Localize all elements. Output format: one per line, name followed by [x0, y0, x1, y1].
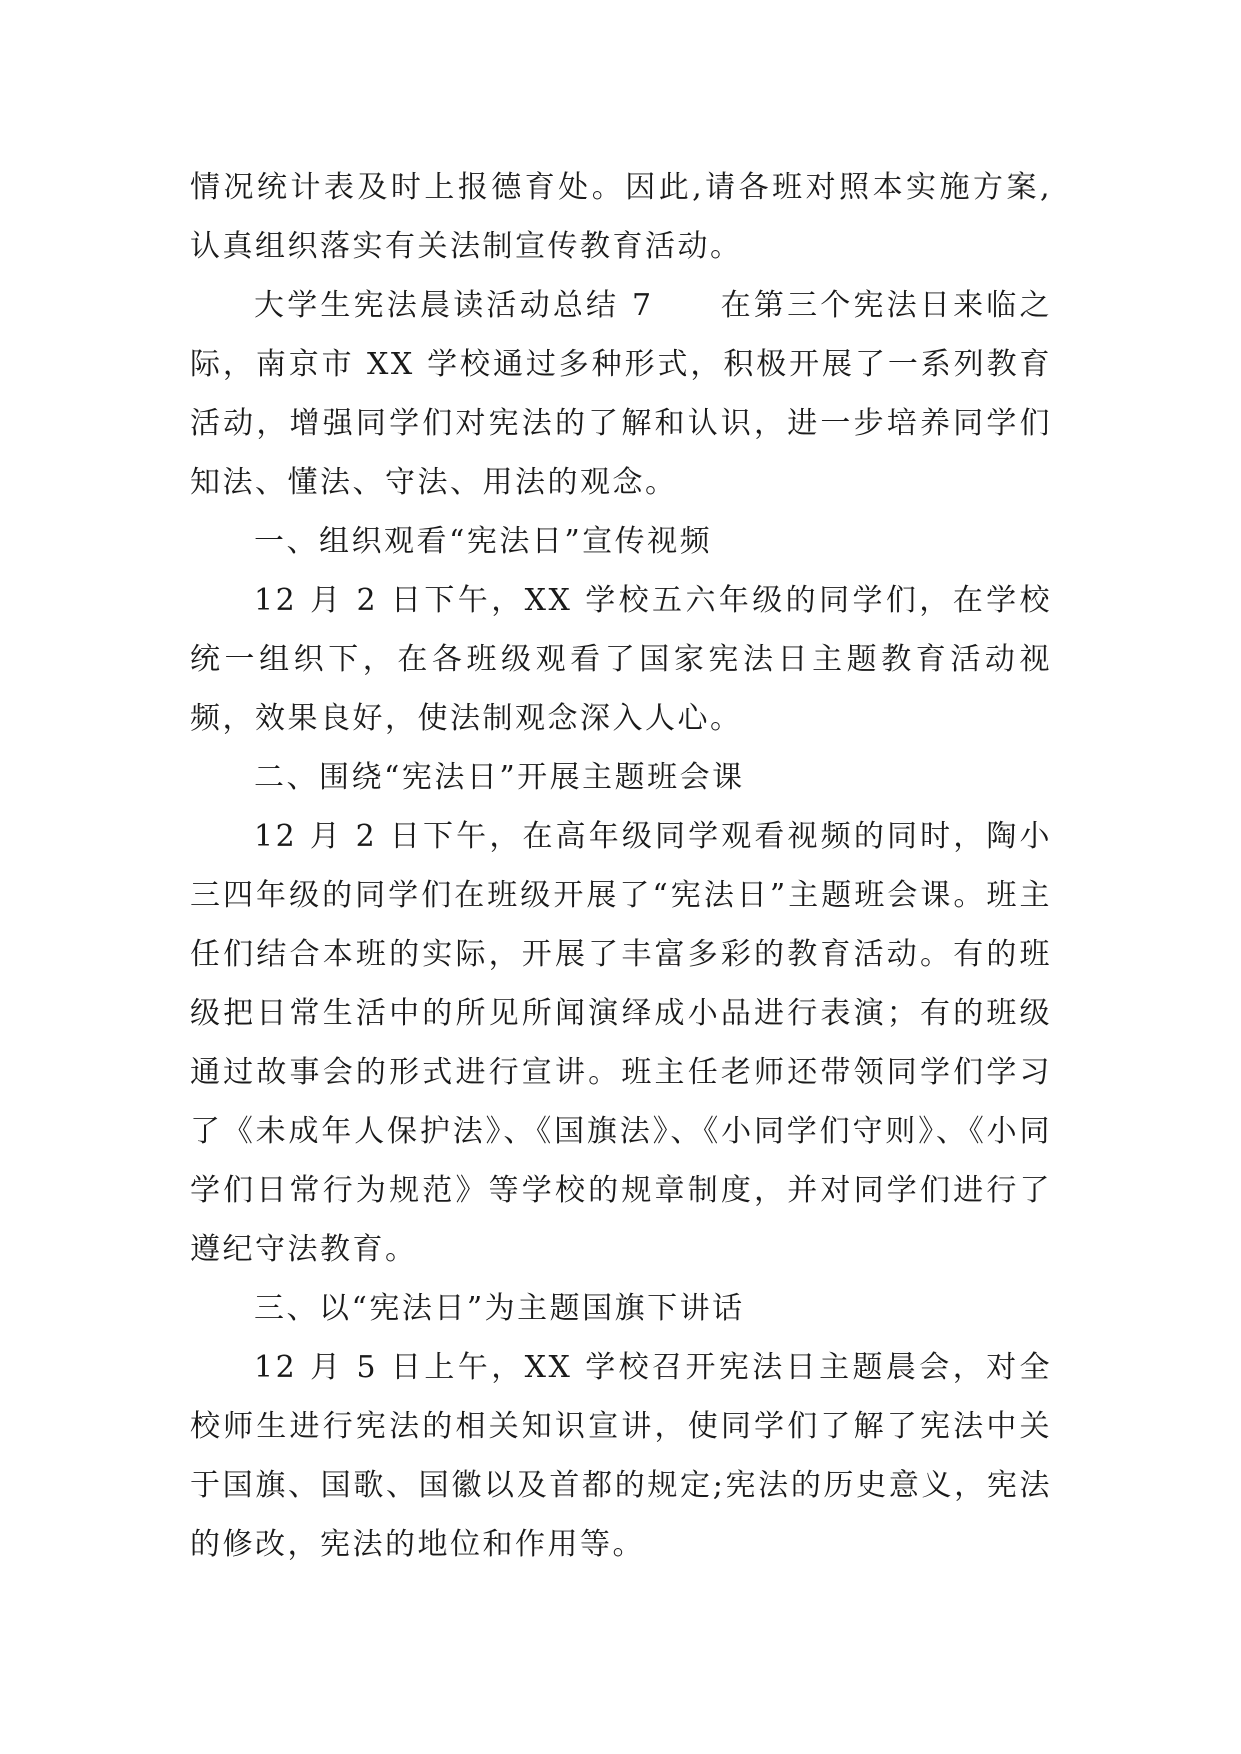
paragraph-summary-intro: 大学生宪法晨读活动总结 7 在第三个宪法日来临之际，南京市 XX 学校通过多种形式，积极开展了一系列教育活动，增强同学们对宪法的了解和认识，进一步培养同学们知法、懂法、守法、用法的观念。: [190, 288, 1052, 500]
paragraph-continuation: 情况统计表及时上报德育处。因此,请各班对照本实施方案,认真组织落实有关法制宣传教育活动。: [190, 170, 1052, 264]
section-heading-2: 二、围绕“宪法日”开展主题班会课: [254, 760, 745, 795]
paragraph-section-3: 12 月 5 日上午，XX 学校召开宪法日主题晨会，对全校师生进行宪法的相关知识宣讲，使同学们了解了宪法中关于国旗、国歌、国徽以及首都的规定;宪法的历史意义，宪法的修改，宪法的地位和作用等。: [190, 1350, 1052, 1562]
section-heading-1: 一、组织观看“宪法日”宣传视频: [254, 524, 713, 559]
section-heading-3: 三、以“宪法日”为主题国旗下讲话: [254, 1291, 745, 1326]
paragraph-section-2: 12 月 2 日下午，在高年级同学观看视频的同时，陶小三四年级的同学们在班级开展了“宪法日”主题班会课。班主任们结合本班的实际，开展了丰富多彩的教育活动。有的班级把日常生活中的所见所闻演绎成小品进行表演；有的班级通过故事会的形式进行宣讲。班主任老师还带领同学们学习了《未成年人保护法》、《国旗法》、《小同学们守则》、《小同学们日常行为规范》等学校的规章制度，并对同学们进行了遵纪守法教育。: [190, 819, 1052, 1267]
paragraph-section-1: 12 月 2 日下午，XX 学校五六年级的同学们，在学校统一组织下，在各班级观看了国家宪法日主题教育活动视频，效果良好，使法制观念深入人心。: [190, 583, 1052, 736]
document-body: [190, 158, 1052, 1574]
